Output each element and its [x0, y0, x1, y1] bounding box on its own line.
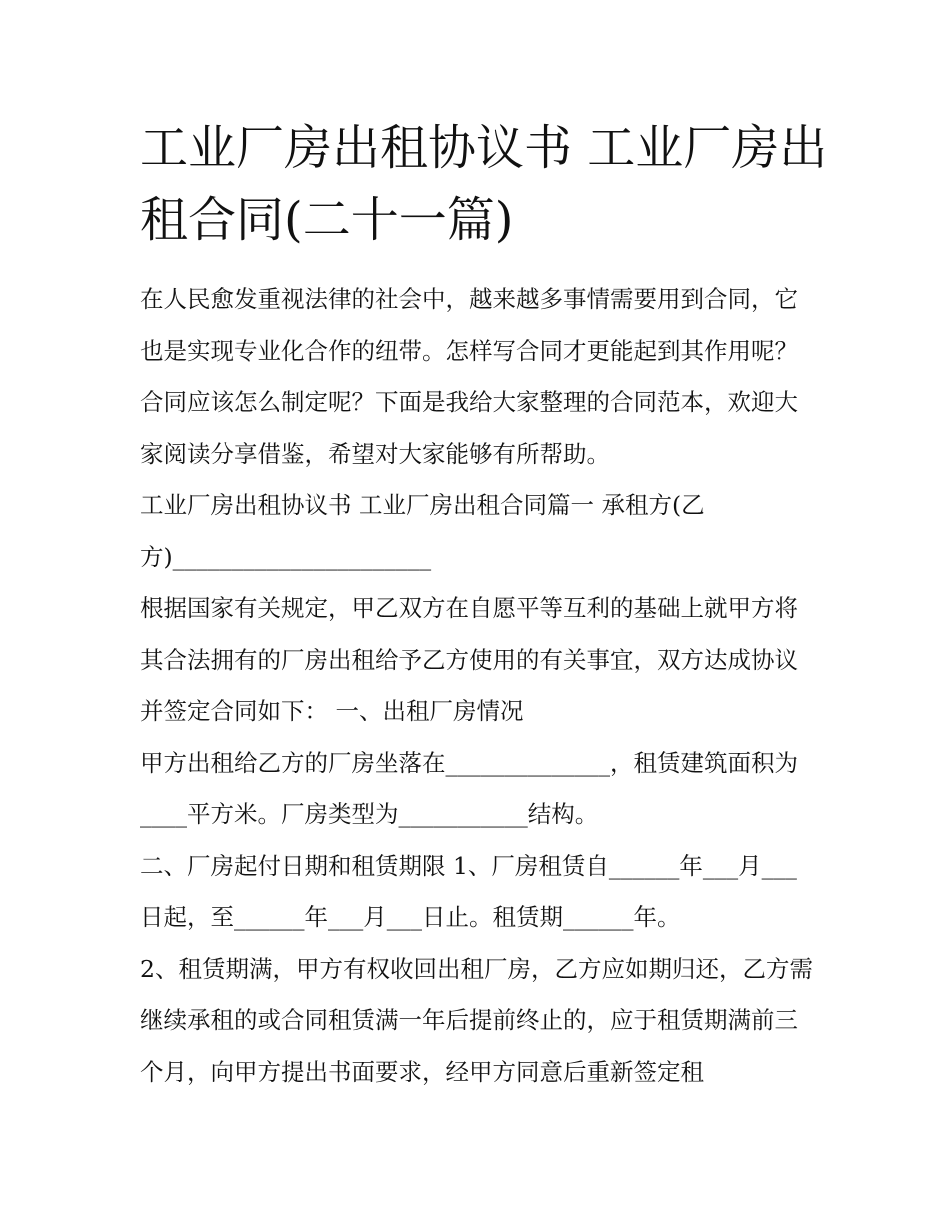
paragraph-premises: 甲方出租给乙方的厂房坐落在______________，租赁建筑面积为____平方米。厂房类型为___________结构。: [140, 748, 798, 828]
paragraph-expiry: 2、租赁期满，甲方有权收回出租厂房，乙方应如期归还，乙方需继续承租的或合同租赁满一年后提前终止的，应于租赁期满前三个月，向甲方提出书面要求，经甲方同意后重新签定租: [140, 954, 813, 1086]
paragraph-section-heading: 工业厂房出租协议书 工业厂房出租合同篇一 承租方(乙方)______________________: [140, 491, 705, 571]
paragraph-term: 二、厂房起付日期和租赁期限 1、厂房租赁自______年___月___日起，至______年___月___日止。租赁期______年。: [140, 851, 797, 931]
paragraph-intro: 在人民愈发重视法律的社会中，越来越多事情需要用到合同，它也是实现专业化合作的纽带。怎样写合同才更能起到其作用呢？合同应该怎么制定呢？下面是我给大家整理的合同范本，欢迎大家阅读分享借鉴，希望对大家能够有所帮助。: [140, 285, 798, 468]
paragraph-preamble: 根据国家有关规定，甲乙双方在自愿平等互利的基础上就甲方将其合法拥有的厂房出租给予乙方使用的有关事宜，双方达成协议并签定合同如下： 一、出租厂房情况: [140, 594, 798, 725]
document-title: 工业厂房出租协议书 工业厂房出租合同(二十一篇): [140, 120, 828, 248]
document-body: [140, 274, 820, 1098]
